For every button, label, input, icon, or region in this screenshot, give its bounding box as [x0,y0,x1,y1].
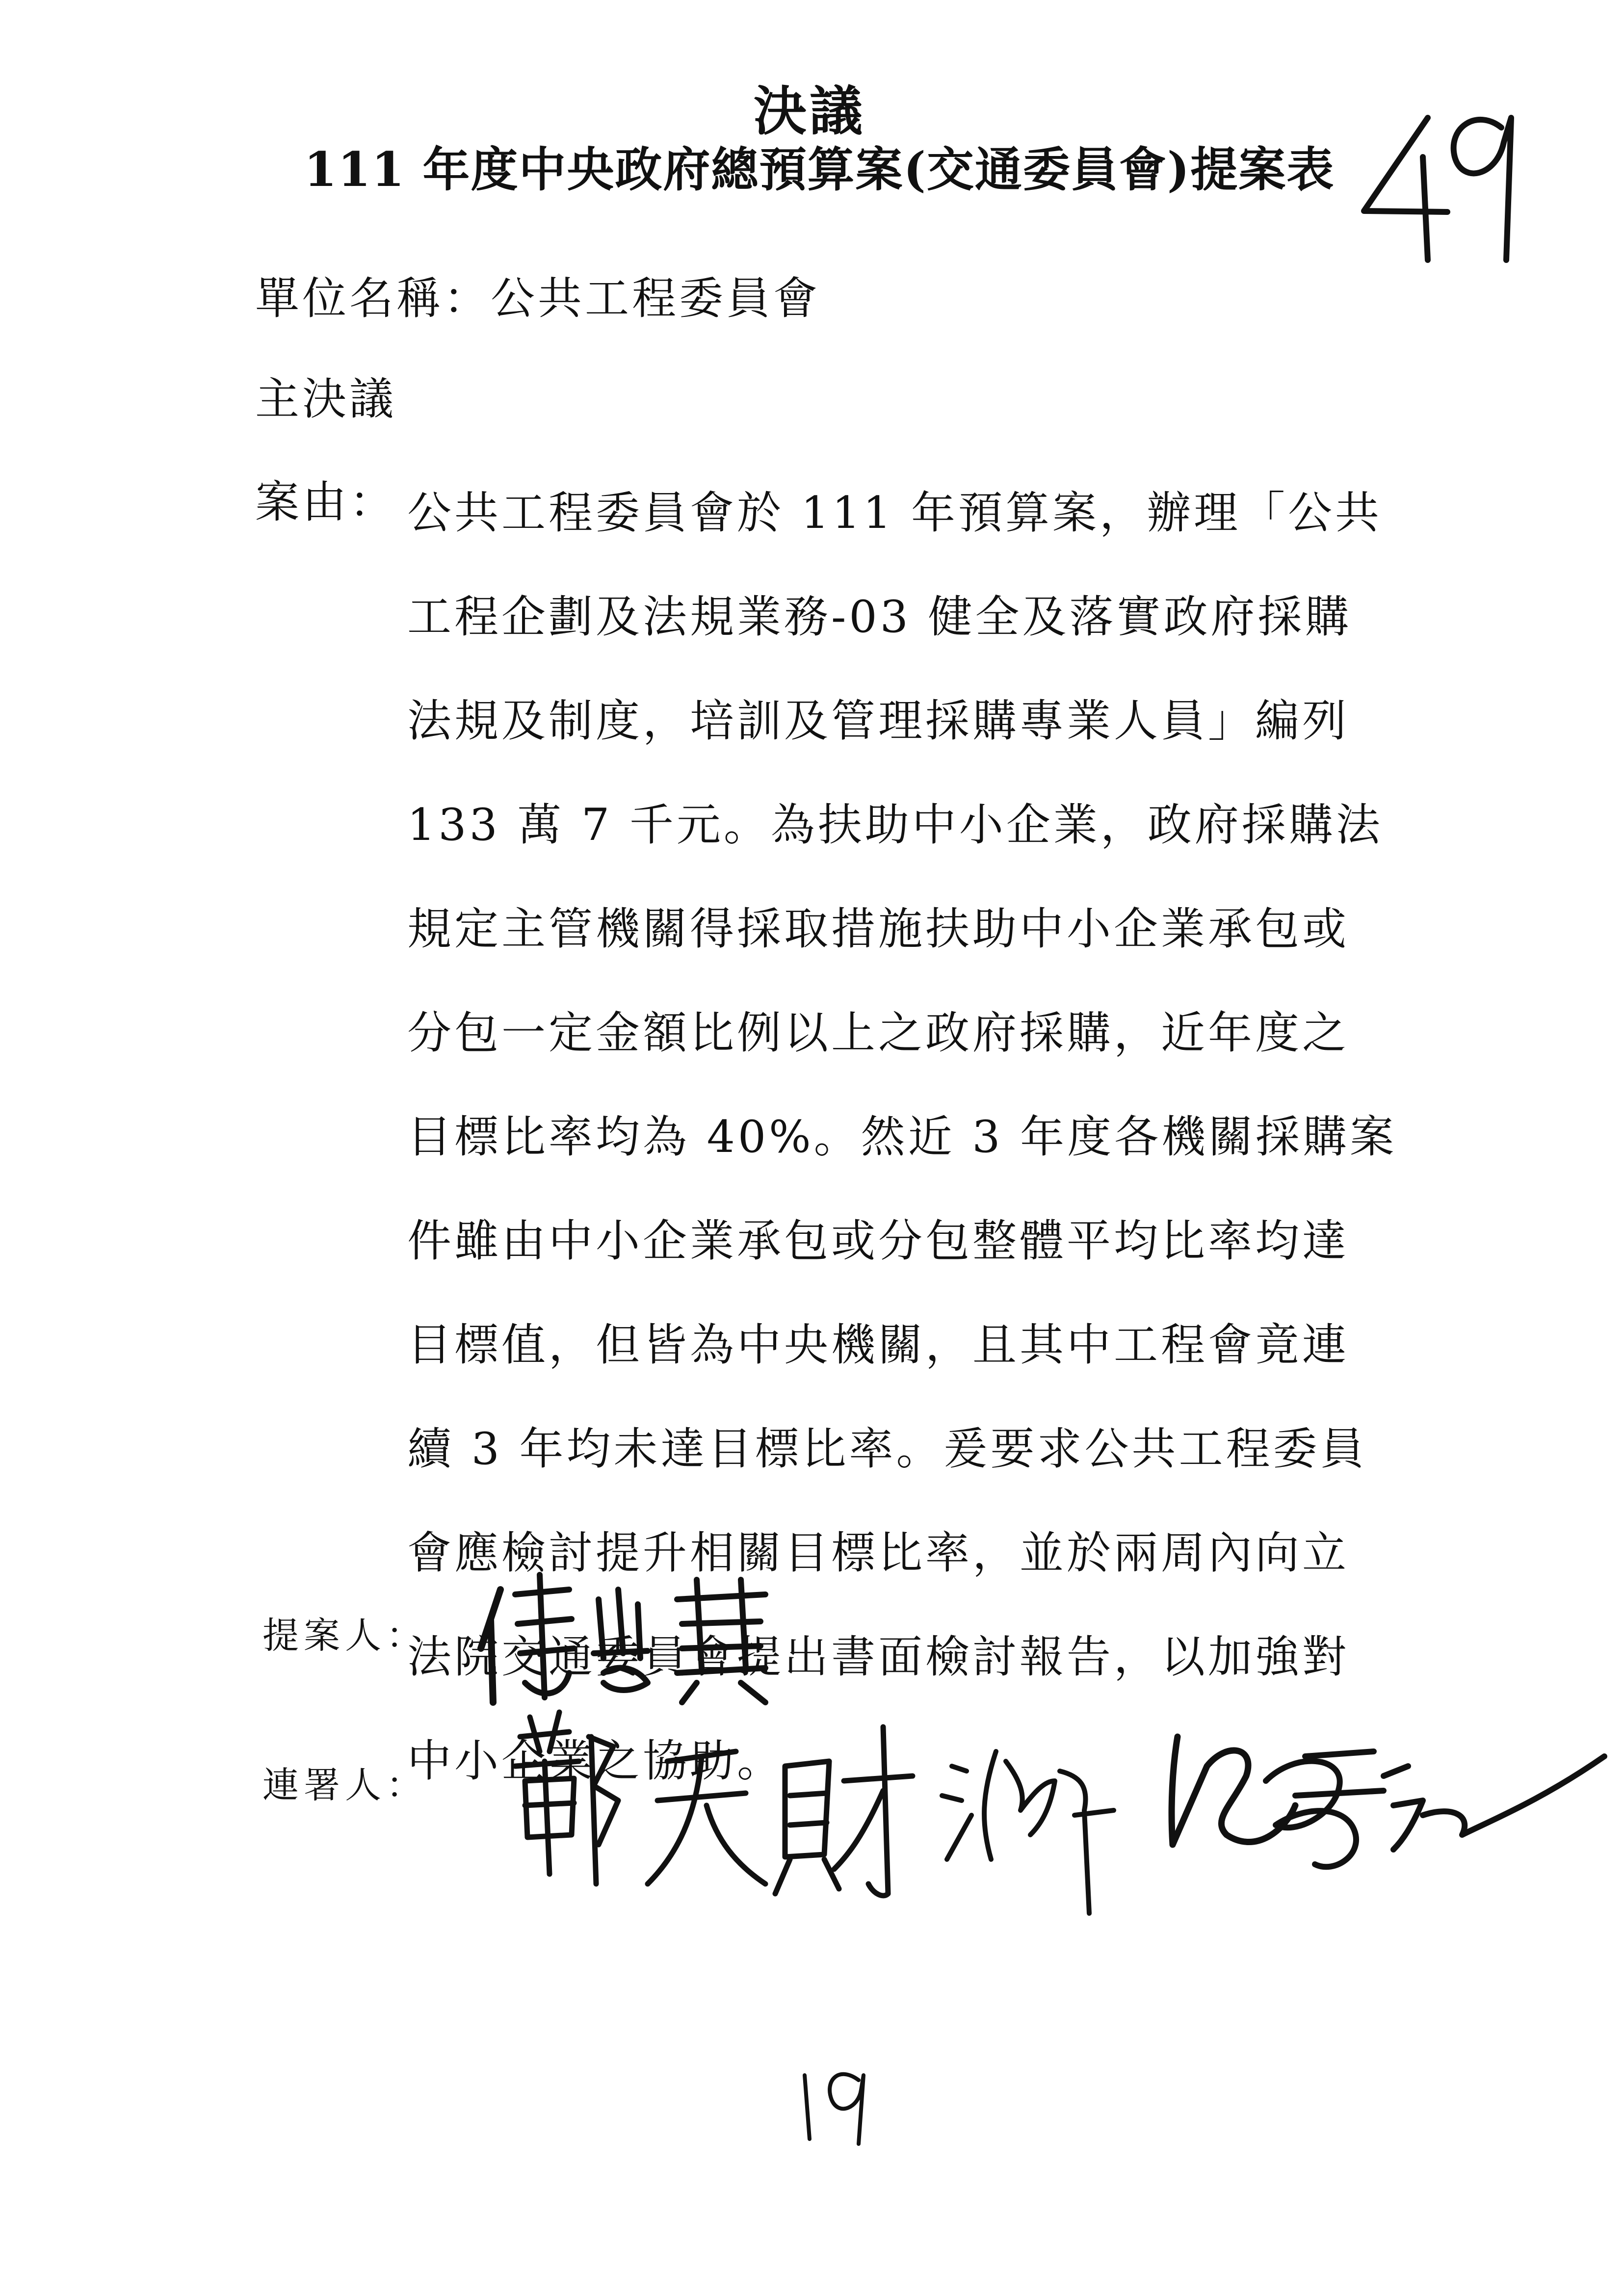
document-title: 111 年度中央政府總預算案(交通委員會)提案表 [304,142,1335,197]
reason-line: 法規及制度，培訓及管理採購專業人員」編列 [407,695,1349,747]
reason-line: 分包一定金額比例以上之政府採購，近年度之 [407,1007,1349,1059]
reason-label: 案由： [255,476,396,528]
reason-line: 會應檢討提升相關目標比率，並於兩周內向立 [407,1527,1349,1579]
handwritten-footer-page-number-icon [785,2056,883,2149]
main-resolution-heading: 主決議 [255,373,396,425]
reason-line: 工程企劃及法規業務-03 健全及落實政府採購 [407,591,1352,643]
reason-line: 中小企業之協助。 [407,1735,784,1787]
reason-line: 法院交通委員會提出書面檢討報告，以加強對 [407,1631,1349,1683]
reason-line: 目標值，但皆為中央機關，且其中工程會竟連 [407,1319,1349,1371]
cosigner-label: 連署人： [262,1764,427,1806]
cosigner-signatures-icon [510,1707,1609,1923]
proposer-signature-icon [471,1560,775,1707]
unit-name-line: 單位名稱：公共工程委員會 [255,273,820,324]
reason-line: 公共工程委員會於 111 年預算案，辦理「公共 [407,487,1382,539]
reason-line: 目標比率均為 40%。然近 3 年度各機關採購案 [407,1111,1397,1163]
reason-line: 件雖由中小企業承包或分包整體平均比率均達 [407,1215,1349,1267]
resolution-stamp: 決議 [753,81,865,142]
reason-line: 133 萬 7 千元。為扶助中小企業，政府採購法 [407,799,1383,851]
reason-line: 規定主管機關得採取措施扶助中小企業承包或 [407,903,1349,955]
handwritten-page-number-icon [1354,98,1531,265]
reason-line: 續 3 年均未達目標比率。爰要求公共工程委員 [407,1423,1367,1475]
proposer-label: 提案人： [262,1615,427,1657]
